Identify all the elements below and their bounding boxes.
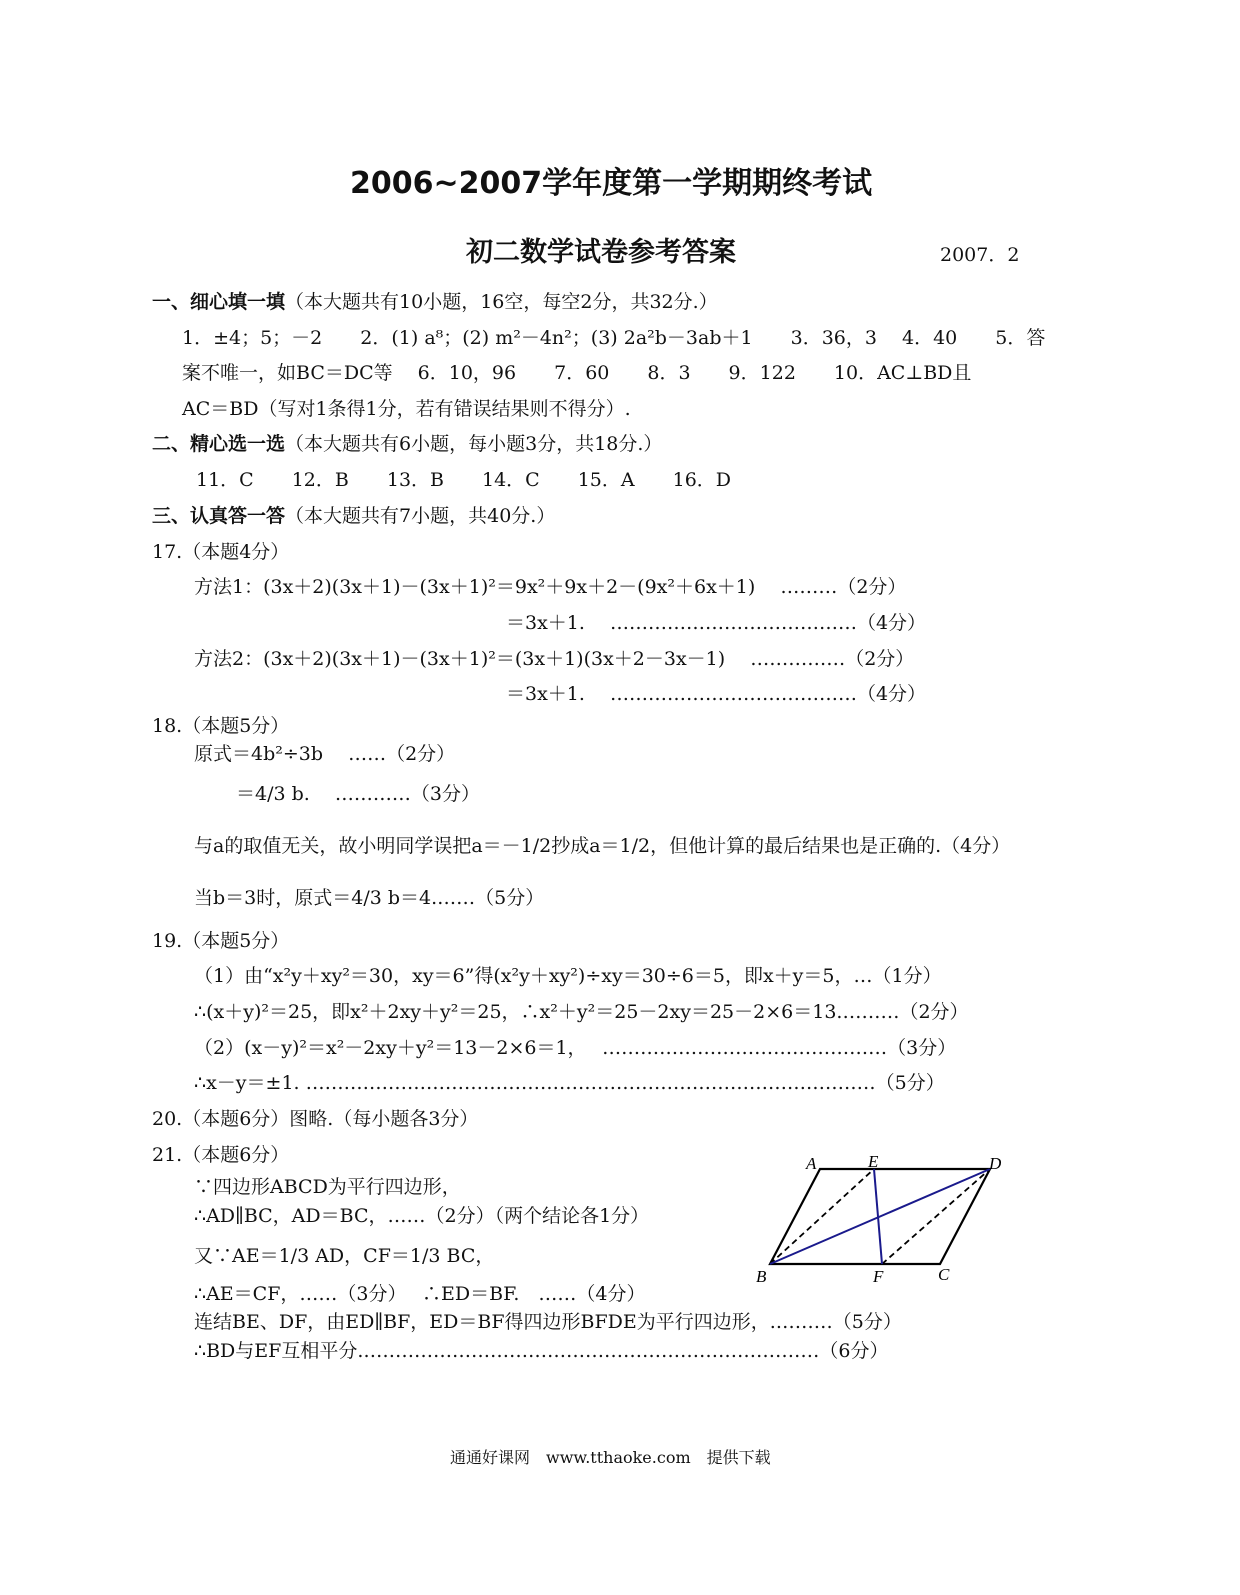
document-date: 2007．2 (940, 244, 1020, 266)
section-3-note: （本大题共有7小题，共40分.） (285, 505, 556, 527)
q19-line3: （2）(x－y)²＝x²－2xy＋y²＝13－2×6＝1， ………………………………………（3分） (194, 1037, 957, 1059)
q19-heading: 19.（本题5分） (152, 930, 290, 952)
section-2-note: （本大题共有6小题，每小题3分，共18分.） (285, 433, 663, 455)
q21-line5: 连结BE、DF，由ED∥BF，ED＝BF得四边形BFDE为平行四边形，.………（5分） (194, 1311, 902, 1333)
label-a: A (806, 1154, 817, 1173)
label-d: D (989, 1154, 1002, 1173)
section-2-heading: 二、精心选一选 (152, 433, 286, 455)
q20-line: 20.（本题6分）图略.（每小题各3分） (152, 1108, 479, 1130)
section-2-answers: 11．C 12．B 13．B 14．C 15．A 16．D (196, 469, 732, 491)
q21-line1: ∵四边形ABCD为平行四边形， (194, 1176, 461, 1198)
section-3-heading: 三、认真答一答 (152, 505, 286, 527)
q17-method1-line2: ＝3x＋1. …………………………………（4分） (506, 612, 927, 634)
label-f: F (873, 1267, 884, 1286)
label-b: B (756, 1267, 767, 1286)
q18-line2: ＝4/3 b. …………（3分） (236, 783, 480, 805)
page-subtitle: 初二数学试卷参考答案 (466, 237, 736, 268)
page-title: 2006~2007学年度第一学期期终考试 (350, 166, 873, 201)
q17-method2-line2: ＝3x＋1. …………………………………（4分） (506, 683, 927, 705)
section-1-line-3: AC＝BD（写对1条得1分，若有错误结果则不得分）. (182, 398, 631, 420)
q21-line4: ∴AE＝CF，……（3分） ∴ED＝BF. ……（4分） (194, 1283, 646, 1305)
section-1-heading: 一、细心填一填 (152, 291, 286, 313)
segment-df (882, 1169, 990, 1264)
q19-line4: ∴x－y＝±1. ………………………………………………………………………………（5分） (194, 1072, 945, 1094)
q19-line2: ∴(x＋y)²＝25，即x²＋2xy＋y²＝25，∴x²＋y²＝25－2xy＝25－2×6＝13.………（2分） (194, 1001, 969, 1023)
label-e: E (868, 1152, 879, 1171)
q18-heading: 18.（本题5分） (152, 715, 290, 737)
q18-line3: 与a的取值无关，故小明同学误把a＝－1/2抄成a＝1/2，但他计算的最后结果也是正确的.（4分） (194, 835, 1011, 857)
section-1-note: （本大题共有10小题，16空，每空2分，共32分.） (285, 291, 718, 313)
q18-line4: 当b＝3时，原式＝4/3 b＝4.……（5分） (194, 887, 545, 909)
q17-method1-line1: 方法1：(3x＋2)(3x＋1)－(3x＋1)²＝9x²＋9x＋2－(9x²＋6x＋1) ………（2分） (194, 576, 907, 598)
parallelogram-figure (756, 1152, 1010, 1286)
section-3-title (152, 504, 555, 528)
q17-method2-line1: 方法2：(3x＋2)(3x＋1)－(3x＋1)²＝(3x＋1)(3x＋2－3x－1) ……………（2分） (194, 648, 915, 670)
q21-line3: 又∵AE＝1/3 AD，CF＝1/3 BC， (194, 1245, 495, 1267)
q17-heading: 17.（本题4分） (152, 541, 290, 563)
q19-line1: （1）由“x²y＋xy²＝30，xy＝6”得(x²y＋xy²)÷xy＝30÷6＝5，即x＋y＝5，…（1分） (194, 965, 942, 987)
section-1-line-1: 1．±4；5；－2 2．(1) a⁸；(2) m²－4n²；(3) 2a²b－3ab＋1 3．36，3 4．40 5．答 (182, 327, 1046, 349)
section-2-title (152, 432, 662, 456)
q21-heading: 21.（本题6分） (152, 1144, 290, 1166)
section-1-title (152, 290, 718, 314)
section-1-line-2: 案不唯一，如BC＝DC等 6．10，96 7．60 8．3 9．122 10．AC⊥BD且 (182, 362, 972, 384)
q18-line1: 原式＝4b²÷3b ……（2分） (194, 743, 456, 765)
footer-text: 通通好课网 www.tthaoke.com 提供下载 (450, 1448, 771, 1467)
label-c: C (938, 1265, 950, 1284)
segment-be (770, 1169, 874, 1264)
q21-line2: ∴AD∥BC，AD＝BC，……（2分）（两个结论各1分） (194, 1205, 650, 1227)
q21-line6: ∴BD与EF互相平分.………………………………………………………………（6分） (194, 1340, 889, 1362)
